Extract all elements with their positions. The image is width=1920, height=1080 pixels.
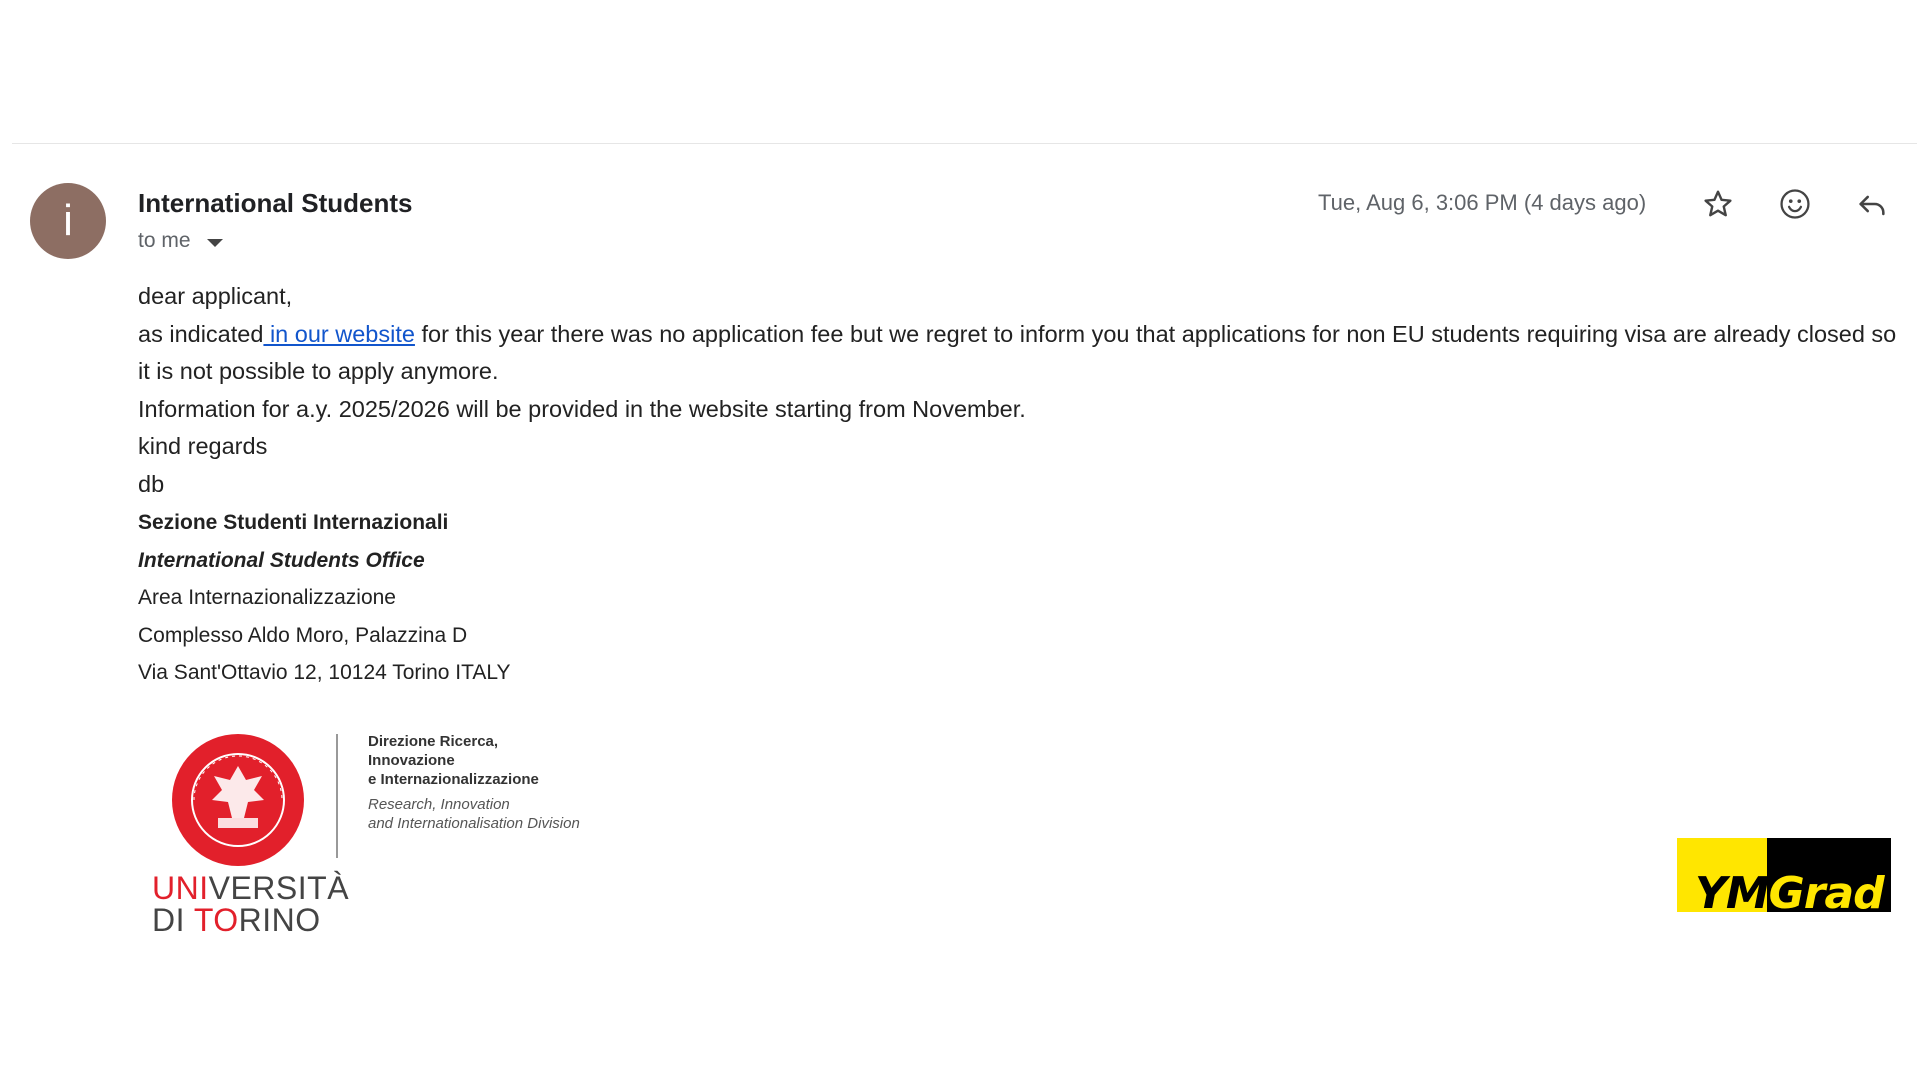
wordmark-red-part-2: TO <box>193 902 239 938</box>
logo-divider <box>336 734 338 858</box>
email-signature <box>138 504 511 692</box>
body-text-after-link: for this year there was no application fee but we regret to inform you that applications for non EU students requiring visa are already closed so it is not possible to apply anymore. <box>138 320 1897 384</box>
signature-section: Sezione Studenti Internazionali <box>138 511 449 534</box>
signature-address: Via Sant'Ottavio 12, 10124 Torino ITALY <box>138 661 511 684</box>
recipient-details-toggle[interactable] <box>138 229 223 253</box>
closing: kind regards <box>138 433 268 459</box>
star-button[interactable] <box>1698 184 1738 224</box>
email-body <box>138 278 1908 503</box>
sender-name[interactable]: International Students <box>138 188 413 218</box>
division-name-english <box>368 795 580 833</box>
email-timestamp: Tue, Aug 6, 3:06 PM (4 days ago) <box>1318 190 1647 215</box>
division-en-line-2: and Internationalisation Division <box>368 815 580 832</box>
watermark-part-2: Grad <box>1768 868 1884 912</box>
add-reaction-button[interactable] <box>1775 184 1815 224</box>
division-it-line-2: Innovazione <box>368 752 455 769</box>
university-wordmark <box>152 872 349 936</box>
watermark-part-1: YM <box>1695 868 1769 912</box>
university-logo <box>150 726 620 946</box>
university-seal-icon <box>170 732 306 868</box>
division-it-line-3: e Internazionalizzazione <box>368 771 539 788</box>
body-paragraph-2: Information for a.y. 2025/2026 will be provided in the website starting from November. <box>138 395 1026 422</box>
wordmark-line-2 <box>152 904 349 936</box>
watermark-text <box>1695 868 1884 912</box>
greeting: dear applicant, <box>138 283 293 309</box>
wordmark-rest-1: VERSITÀ <box>208 870 350 906</box>
avatar-letter: i <box>63 196 73 245</box>
header-divider <box>12 143 1917 144</box>
website-link[interactable]: in our website <box>263 320 415 347</box>
division-name-italian <box>368 732 539 789</box>
signature-office: International Students Office <box>138 548 425 572</box>
wordmark-red-part-1: UNI <box>152 870 209 906</box>
recipient-line: to me <box>138 229 191 252</box>
reply-button[interactable] <box>1852 184 1892 224</box>
signature-building: Complesso Aldo Moro, Palazzina D <box>138 623 468 647</box>
wordmark-line-1 <box>152 872 349 904</box>
sender-initials: db <box>138 470 165 497</box>
star-icon <box>1702 188 1734 220</box>
body-paragraph-1 <box>138 316 1908 391</box>
sender-avatar[interactable] <box>30 183 106 259</box>
wordmark-rest-2: RINO <box>238 902 321 938</box>
reply-icon <box>1855 187 1889 221</box>
division-en-line-1: Research, Innovation <box>368 796 510 813</box>
ymgrad-watermark <box>1677 838 1891 912</box>
body-text-before-link: as indicated <box>138 320 264 347</box>
emoji-icon <box>1778 187 1812 221</box>
signature-area: Area Internazionalizzazione <box>138 586 396 609</box>
wordmark-start-2: DI <box>152 902 194 938</box>
division-it-line-1: Direzione Ricerca, <box>368 733 499 750</box>
chevron-down-icon[interactable] <box>207 239 223 247</box>
